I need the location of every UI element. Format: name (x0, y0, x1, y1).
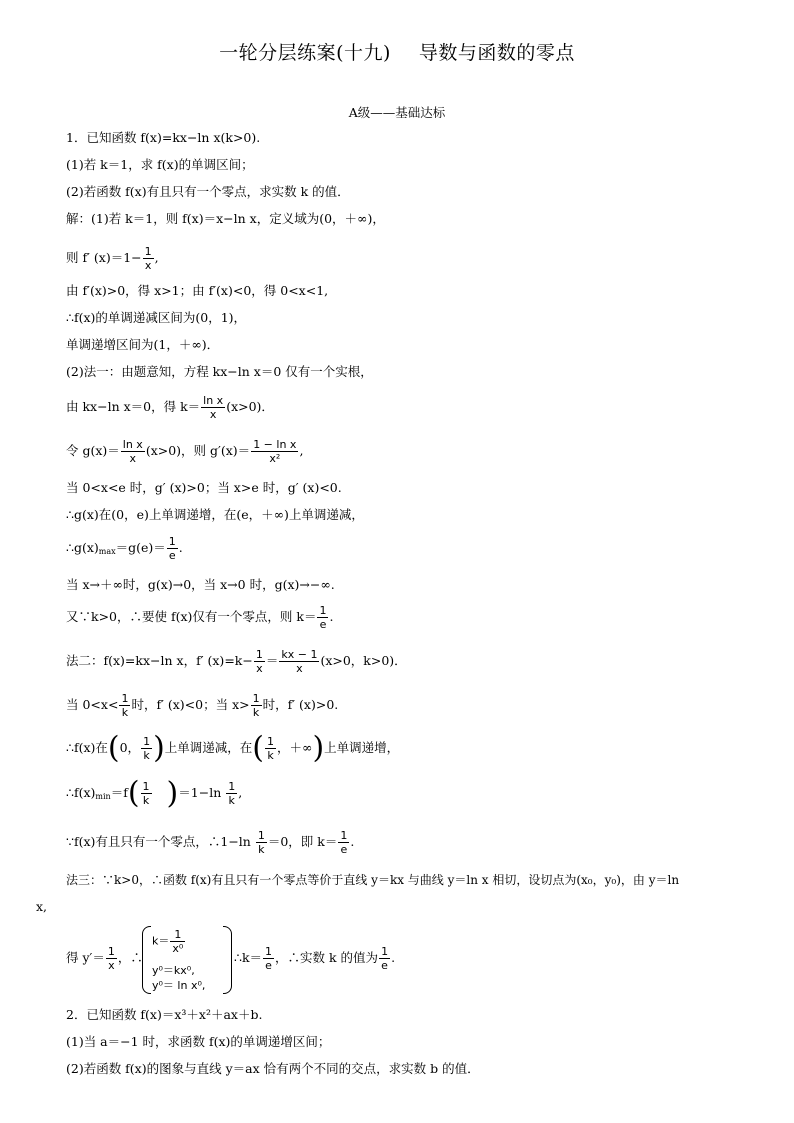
title-right: 导数与函数的零点 (418, 42, 575, 64)
problem-1-part-1: (1)若 k＝1，求 f(x)的单调区间； (66, 157, 254, 172)
equation-system: k＝ $\frac{1}{\text{x⁰}}$ y⁰＝kx⁰, y⁰＝ ln x⁰, (142, 926, 232, 994)
problem-1-stem: 1．已知函数 f(x)=kx−ln x(k>0). (66, 130, 261, 145)
fraction: $\frac{1}{k}$ (267, 735, 275, 762)
fraction: $\frac{kx - 1}{x}$ (281, 648, 318, 675)
fraction: $\frac{1}{e}$ (168, 535, 176, 562)
fraction: $\frac{1}{k}$ (228, 780, 236, 807)
fraction: $\frac{1}{x}$ (144, 245, 152, 272)
title-left: 一轮分层练案(十九) (219, 42, 391, 64)
fraction: $\frac{1}{\text{x⁰}}$ (172, 928, 184, 955)
method-3-line-1: 法三：∵k>0，∴函数 f(x)有且只有一个零点等价于直线 y＝kx 与曲线 y＝ln x 相切，设切点为(x₀，y₀)，由 y＝ln (66, 873, 680, 887)
method-2-line-2: 当 0<x< $\frac{1}{k}$ 时，f′ (x)<0；当 x> $\frac{1}{k}$ 时，f′ (x)>0. (66, 692, 339, 719)
solution-line-3: 由 f′(x)>0，得 x>1；由 f′(x)<0，得 0<x<1, (66, 283, 329, 298)
fraction: $\frac{1}{e}$ (340, 829, 348, 856)
fraction: $\frac{1}{k}$ (143, 735, 151, 762)
fraction: $\frac{1}{e}$ (265, 945, 273, 972)
fraction: $\frac{1}{k}$ (252, 692, 260, 719)
solution-line-2: 则 f′ (x)＝1− $\frac{1}{x}$ , (66, 245, 159, 272)
solution-line-13: 又∵k>0，∴要使 f(x)仅有一个零点，则 k＝ $\frac{1}{e}$ . (66, 604, 334, 631)
fraction: $\frac{\text{1 − ln x}}{\text{x²}}$ (253, 438, 297, 465)
problem-2-stem: 2．已知函数 f(x)＝x³＋x²＋ax＋b. (66, 1007, 263, 1022)
fraction: $\frac{\text{ln x}}{x}$ (203, 394, 224, 421)
fraction: $\frac{1}{x}$ (107, 945, 115, 972)
method-3-line-2-cont: ∴k＝ $\frac{1}{e}$ ，∴实数 k 的值为 $\frac{1}{e}$ . (234, 945, 396, 972)
fraction: $\frac{1}{k}$ (121, 692, 129, 719)
method-3-line-1-wrap: x, (36, 899, 48, 914)
solution-line-9: 当 0<x<e 时，g′ (x)>0；当 x>e 时，g′ (x)<0. (66, 480, 342, 495)
solution-line-4: ∴f(x)的单调递减区间为(0，1)， (66, 310, 247, 325)
fraction: $\frac{1}{e}$ (381, 945, 389, 972)
solution-line-1: 解：(1)若 k＝1，则 f(x)＝x−ln x，定义域为(0，＋∞)， (66, 211, 385, 226)
fraction: $\frac{1}{k}$ (142, 780, 150, 807)
problem-1-part-2: (2)若函数 f(x)有且只有一个零点，求实数 k 的值． (66, 184, 350, 199)
solution-line-5: 单调递增区间为(1，＋∞)． (66, 337, 220, 352)
fraction: $\frac{1}{x}$ (255, 648, 263, 675)
method-3-line-2: 得 y′＝ $\frac{1}{x}$ ，∴ (66, 945, 143, 972)
solution-line-10: ∴g(x)在(0，e)上单调递增，在(e，＋∞)上单调递减， (66, 507, 364, 522)
solution-line-8: 令 g(x)＝ $\frac{\text{ln x}}{x}$ (x>0)，则 g′(x)＝ $\frac{\text{1 − ln x}}{\text{x²}}$ , (66, 438, 304, 465)
solution-line-12: 当 x→＋∞时，g(x)→0，当 x→0 时，g(x)→−∞. (66, 577, 335, 592)
level-heading: A级——基础达标 (348, 105, 446, 120)
fraction: $\frac{1}{e}$ (319, 604, 327, 631)
solution-line-6: (2)法一：由题意知，方程 kx−ln x＝0 仅有一个实根， (66, 364, 373, 379)
fraction: $\frac{1}{k}$ (257, 829, 265, 856)
problem-2-part-1: (1)当 a＝−1 时，求函数 f(x)的单调递增区间； (66, 1034, 331, 1049)
fraction: $\frac{\text{ln x}}{x}$ (122, 438, 143, 465)
problem-2-part-2: (2)若函数 f(x)的图象与直线 y＝ax 恰有两个不同的交点，求实数 b 的值． (66, 1061, 480, 1076)
method-2-line-1: 法二：f(x)=kx−ln x，f′ (x)=k− $\frac{1}{x}$ ＝ $\frac{kx - 1}{x}$ (x>0，k>0)． (66, 648, 407, 675)
method-2-line-3: ∴f(x)在(0， $\frac{1}{k}$ )上单调递减，在( $\frac{1}{k}$ ，＋∞)上单调递增， (66, 730, 400, 766)
method-2-line-5: ∵f(x)有且只有一个零点，∴1−ln $\frac{1}{k}$ ＝0，即 k＝ $\frac{1}{e}$ . (66, 829, 355, 856)
solution-line-11: ∴g(x)max＝g(e)＝ $\frac{1}{e}$ . (66, 535, 183, 562)
page-title (0, 38, 794, 65)
method-2-line-4: ∴f(x)min＝f( $\frac{1}{k}$ )＝1−ln $\frac{1}{k}$ , (66, 775, 243, 811)
solution-line-7: 由 kx−ln x＝0，得 k＝ $\frac{\text{ln x}}{x}$ (x>0)． (66, 394, 274, 421)
